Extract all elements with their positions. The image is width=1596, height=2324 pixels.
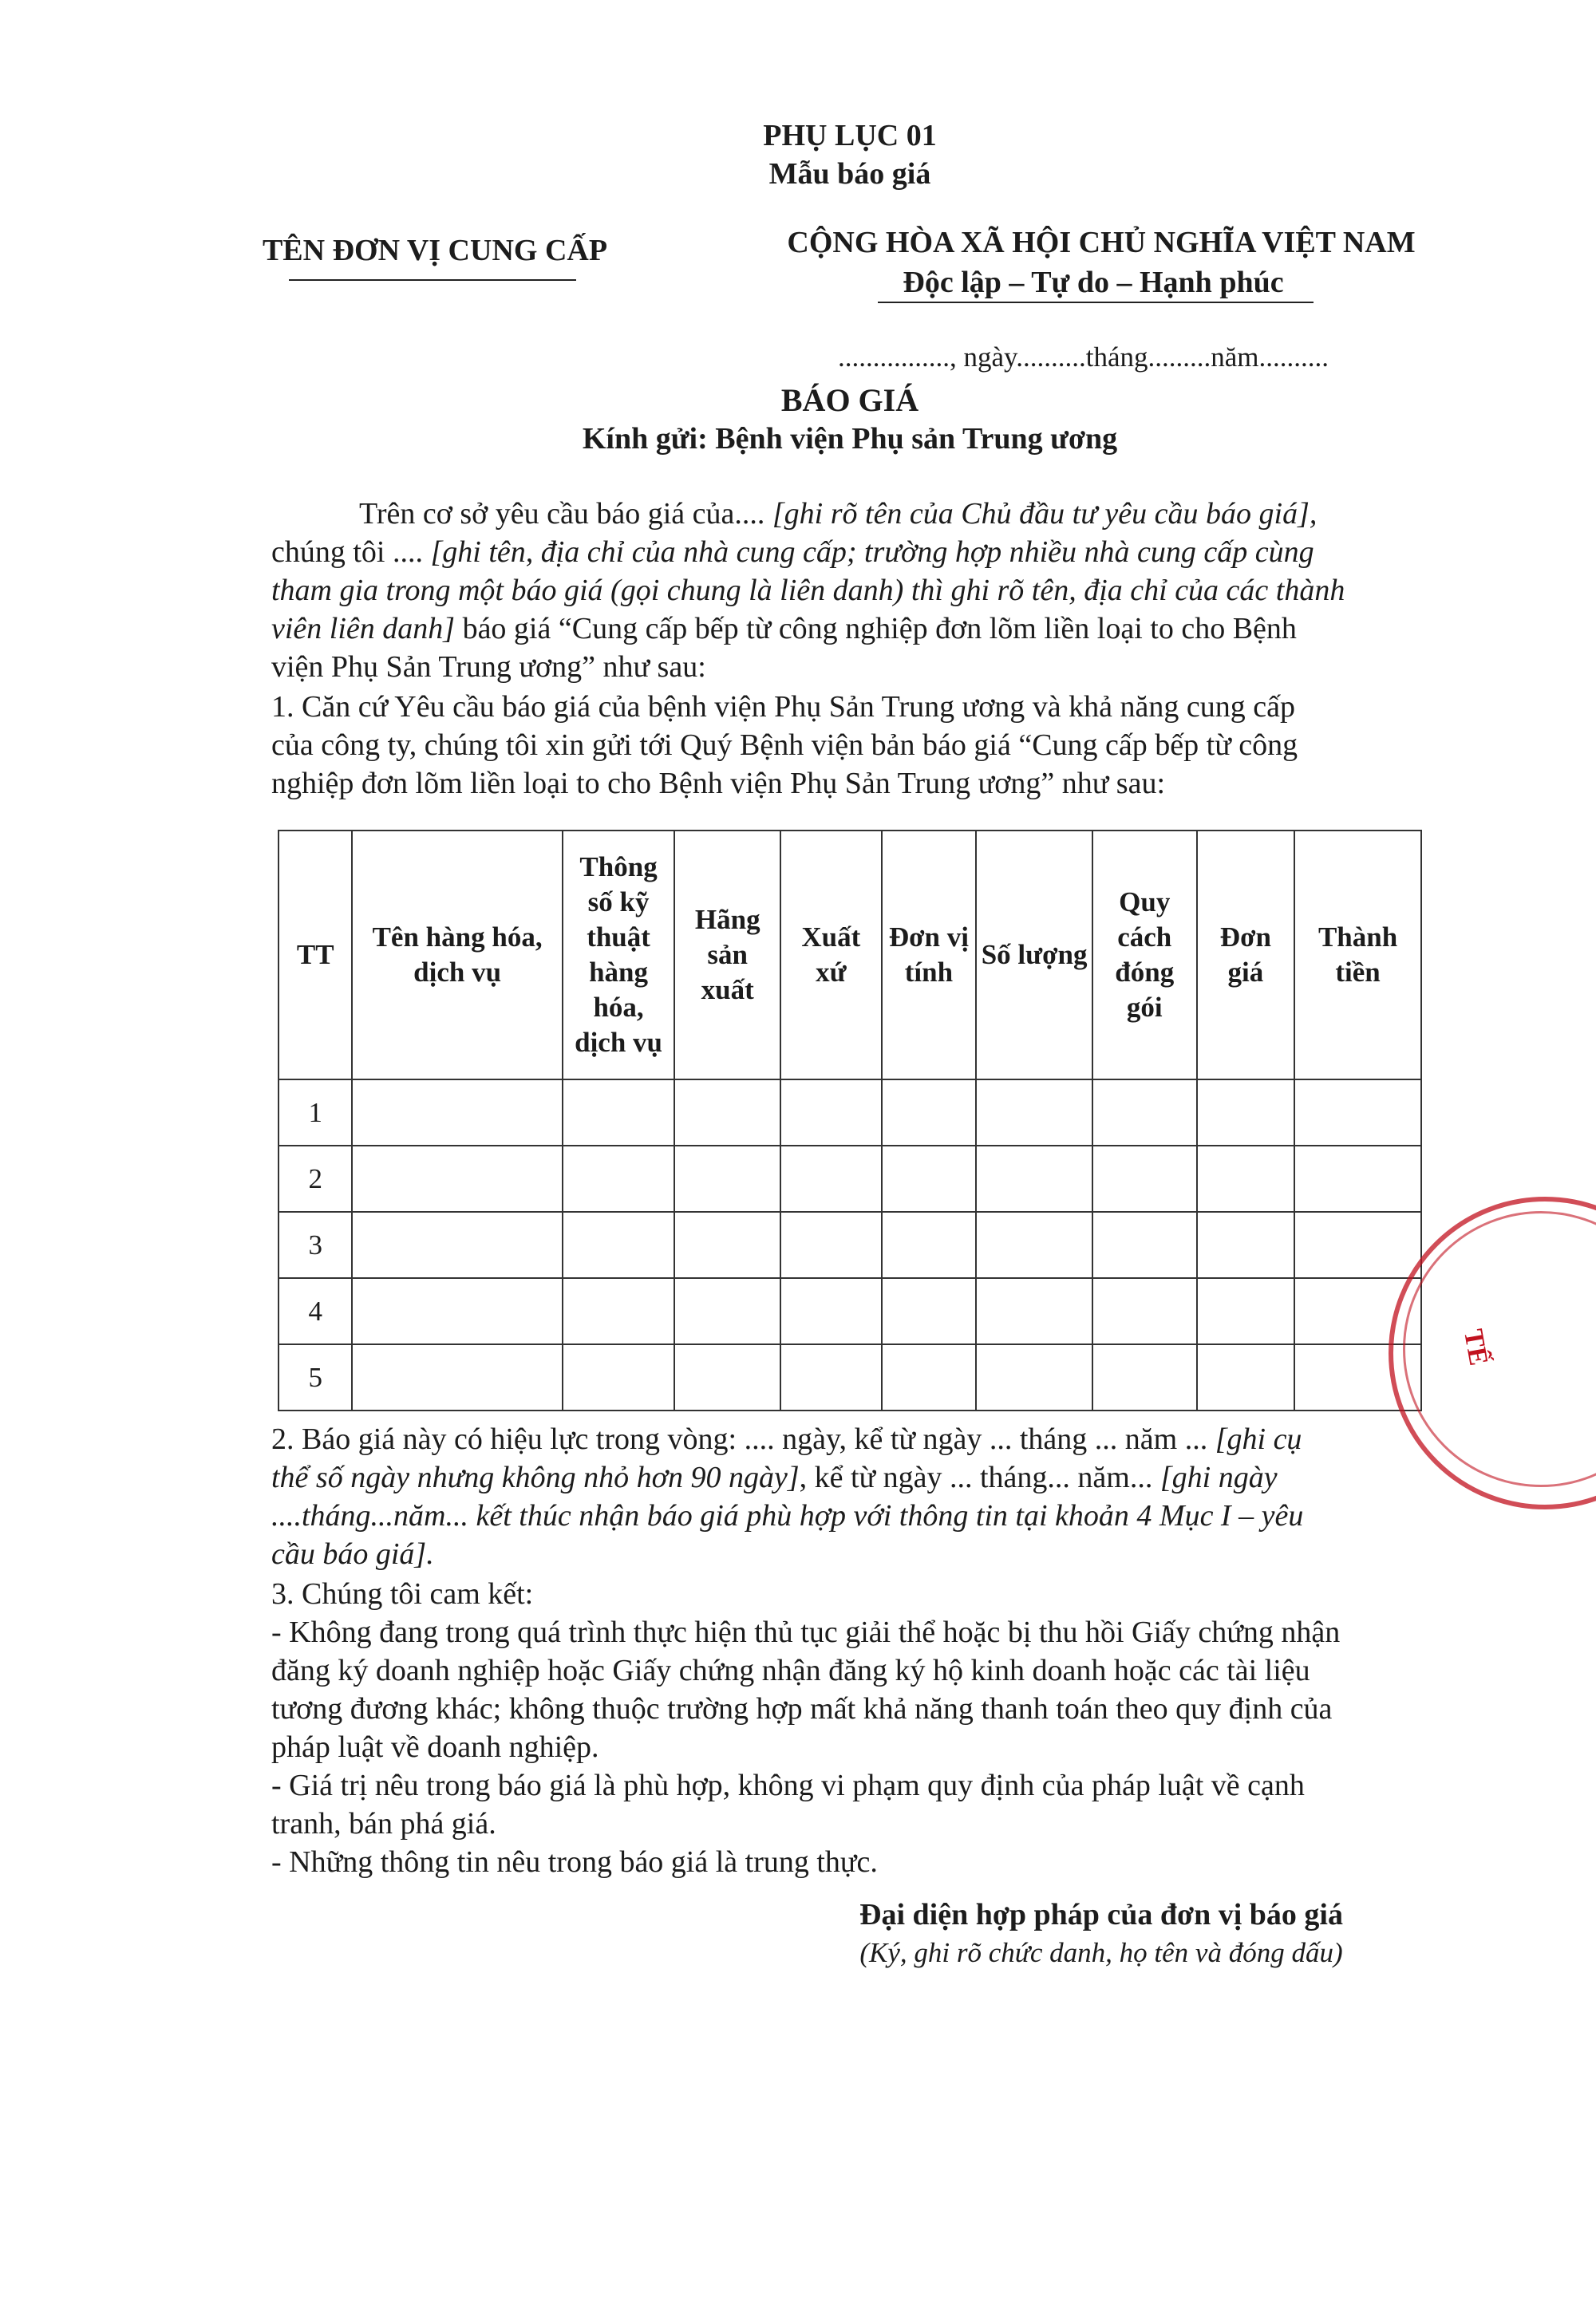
intro-text: báo giá “Cung cấp bếp từ công nghiệp đơn lõm liền loại to cho Bệnh bbox=[455, 612, 1297, 645]
intro-placeholder: tham gia trong một báo giá (gọi chung là liên danh) thì ghi rõ tên, địa chỉ của các thành bbox=[271, 574, 1345, 607]
table-cell[interactable] bbox=[563, 1278, 675, 1344]
section-1 bbox=[271, 688, 1424, 803]
table-cell[interactable] bbox=[352, 1146, 562, 1212]
table-cell[interactable] bbox=[1197, 1212, 1295, 1278]
nation-title: CỘNG HÒA XÃ HỘI CHỦ NGHĨA VIỆT NAM bbox=[787, 226, 1416, 259]
table-header-cell: Thông số kỹ thuật hàng hóa, dịch vụ bbox=[563, 831, 675, 1079]
table-header-cell: Quy cách đóng gói bbox=[1092, 831, 1197, 1079]
table-row bbox=[279, 1344, 1421, 1411]
table-header-cell: Hãng sản xuất bbox=[674, 831, 780, 1079]
commitment-line: tranh, bán phá giá. bbox=[271, 1807, 496, 1841]
table-cell[interactable] bbox=[976, 1212, 1092, 1278]
appendix-subtitle: Mẫu báo giá bbox=[768, 157, 931, 191]
table-cell[interactable] bbox=[1092, 1079, 1197, 1146]
table-cell[interactable] bbox=[674, 1079, 780, 1146]
table-cell[interactable] bbox=[352, 1212, 562, 1278]
table-cell[interactable] bbox=[563, 1146, 675, 1212]
table-cell[interactable] bbox=[352, 1344, 562, 1411]
intro-placeholder: viên liên danh] bbox=[271, 612, 456, 645]
intro-placeholder: [ghi tên, địa chỉ của nhà cung cấp; trường hợp nhiều nhà cung cấp cùng bbox=[430, 535, 1314, 569]
table-header-cell: Tên hàng hóa, dịch vụ bbox=[352, 831, 562, 1079]
quote-table bbox=[278, 830, 1422, 1411]
table-header-cell: Thành tiền bbox=[1294, 831, 1421, 1079]
intro-paragraph bbox=[271, 495, 1424, 686]
table-header-cell: Đơn vị tính bbox=[882, 831, 977, 1079]
section-2-placeholder: thể số ngày nhưng không nhỏ hơn 90 ngày] bbox=[271, 1461, 800, 1494]
table-header-row bbox=[279, 831, 1421, 1079]
table-cell[interactable] bbox=[976, 1278, 1092, 1344]
table-cell[interactable] bbox=[674, 1212, 780, 1278]
table-cell[interactable] bbox=[780, 1212, 882, 1278]
row-number: 4 bbox=[279, 1278, 352, 1344]
table-cell[interactable] bbox=[780, 1278, 882, 1344]
table-cell[interactable] bbox=[976, 1146, 1092, 1212]
table-cell[interactable] bbox=[780, 1079, 882, 1146]
intro-text: Trên cơ sở yêu cầu báo giá của.... bbox=[359, 497, 772, 531]
commitment-line: pháp luật về doanh nghiệp. bbox=[271, 1730, 599, 1764]
table-cell[interactable] bbox=[976, 1344, 1092, 1411]
commitment-line: đăng ký doanh nghiệp hoặc Giấy chứng nhận đăng ký hộ kinh doanh hoặc các tài liệu bbox=[271, 1654, 1310, 1687]
row-number: 3 bbox=[279, 1212, 352, 1278]
table-cell[interactable] bbox=[674, 1146, 780, 1212]
row-number: 2 bbox=[279, 1146, 352, 1212]
commitment-line: - Những thông tin nêu trong báo giá là trung thực. bbox=[271, 1845, 878, 1879]
section-2-placeholder: [ghi cụ bbox=[1215, 1422, 1302, 1456]
table-cell[interactable] bbox=[1092, 1278, 1197, 1344]
table-cell[interactable] bbox=[1092, 1344, 1197, 1411]
table-cell[interactable] bbox=[352, 1278, 562, 1344]
table-cell[interactable] bbox=[976, 1079, 1092, 1146]
table-cell[interactable] bbox=[882, 1146, 977, 1212]
table-cell[interactable] bbox=[1294, 1212, 1421, 1278]
commitment-line: - Giá trị nêu trong báo giá là phù hợp, không vi phạm quy định của pháp luật về cạnh bbox=[271, 1769, 1305, 1802]
table-cell[interactable] bbox=[674, 1344, 780, 1411]
section-2 bbox=[271, 1420, 1424, 1573]
table-cell[interactable] bbox=[563, 1079, 675, 1146]
table-header-cell: Xuất xứ bbox=[780, 831, 882, 1079]
table-cell[interactable] bbox=[780, 1146, 882, 1212]
table-cell[interactable] bbox=[780, 1344, 882, 1411]
commitment-line: tương đương khác; không thuộc trường hợp mất khả năng thanh toán theo quy định của bbox=[271, 1692, 1333, 1726]
row-number: 5 bbox=[279, 1344, 352, 1411]
date-line: ................, ngày..........tháng.........năm.......... bbox=[838, 341, 1329, 373]
table-cell[interactable] bbox=[1197, 1278, 1295, 1344]
signature-note: (Ký, ghi rõ chức danh, họ tên và đóng dấu) bbox=[859, 1937, 1343, 1968]
supplier-underline bbox=[289, 279, 576, 281]
signature-title: Đại diện hợp pháp của đơn vị báo giá bbox=[859, 1898, 1343, 1931]
appendix-title: PHỤ LỤC 01 bbox=[763, 119, 937, 152]
section-2-placeholder: cầu báo giá]. bbox=[271, 1537, 434, 1571]
table-cell[interactable] bbox=[563, 1344, 675, 1411]
intro-text: chúng tôi .... bbox=[271, 535, 431, 569]
section-2-text: 2. Báo giá này có hiệu lực trong vòng: .... ngày, kể từ ngày ... tháng ... năm ... bbox=[271, 1422, 1215, 1456]
table-cell[interactable] bbox=[1092, 1146, 1197, 1212]
table-header-cell: TT bbox=[279, 831, 352, 1079]
table-cell[interactable] bbox=[1092, 1212, 1197, 1278]
commitment-line: - Không đang trong quá trình thực hiện thủ tục giải thể hoặc bị thu hồi Giấy chứng nhận bbox=[271, 1616, 1341, 1649]
stamp-text: TẾ bbox=[1458, 1327, 1494, 1368]
table-row bbox=[279, 1079, 1421, 1146]
nation-motto: Độc lập – Tự do – Hạnh phúc bbox=[903, 266, 1284, 299]
section-1-line: của công ty, chúng tôi xin gửi tới Quý Bệnh viện bản báo giá “Cung cấp bếp từ công bbox=[271, 728, 1298, 762]
section-3-heading: 3. Chúng tôi cam kết: bbox=[271, 1577, 534, 1611]
table-cell[interactable] bbox=[674, 1278, 780, 1344]
section-3 bbox=[271, 1575, 1424, 1881]
table-cell[interactable] bbox=[882, 1278, 977, 1344]
intro-text: viện Phụ Sản Trung ương” như sau: bbox=[271, 650, 706, 684]
recipient-line: Kính gửi: Bệnh viện Phụ sản Trung ương bbox=[582, 422, 1118, 456]
table-cell[interactable] bbox=[1197, 1079, 1295, 1146]
table-row bbox=[279, 1146, 1421, 1212]
section-1-line: nghiệp đơn lõm liền loại to cho Bệnh viện Phụ Sản Trung ương” như sau: bbox=[271, 767, 1165, 800]
supplier-name: TÊN ĐƠN VỊ CUNG CẤP bbox=[262, 234, 608, 267]
motto-underline bbox=[878, 302, 1314, 303]
table-cell[interactable] bbox=[882, 1212, 977, 1278]
table-row bbox=[279, 1278, 1421, 1344]
table-cell[interactable] bbox=[1294, 1146, 1421, 1212]
intro-placeholder: [ghi rõ tên của Chủ đầu tư yêu cầu báo giá], bbox=[772, 497, 1317, 531]
row-number: 1 bbox=[279, 1079, 352, 1146]
section-2-text: , kể từ ngày ... tháng... năm... bbox=[799, 1461, 1160, 1494]
table-header-cell: Đơn giá bbox=[1197, 831, 1295, 1079]
table-cell[interactable] bbox=[1294, 1079, 1421, 1146]
table-cell[interactable] bbox=[352, 1079, 562, 1146]
section-1-line: 1. Căn cứ Yêu cầu báo giá của bệnh viện Phụ Sản Trung ương và khả năng cung cấp bbox=[271, 690, 1295, 724]
table-cell[interactable] bbox=[882, 1079, 977, 1146]
table-row bbox=[279, 1212, 1421, 1278]
document-title: BÁO GIÁ bbox=[780, 382, 919, 418]
table-header-cell: Số lượng bbox=[976, 831, 1092, 1079]
table-cell[interactable] bbox=[1197, 1344, 1295, 1411]
table-cell[interactable] bbox=[563, 1212, 675, 1278]
table-cell[interactable] bbox=[882, 1344, 977, 1411]
table-cell[interactable] bbox=[1197, 1146, 1295, 1212]
section-2-placeholder: ....tháng...năm... kết thúc nhận báo giá phù hợp với thông tin tại khoản 4 Mục I – yêu bbox=[271, 1499, 1304, 1533]
section-2-placeholder: [ghi ngày bbox=[1159, 1461, 1278, 1494]
